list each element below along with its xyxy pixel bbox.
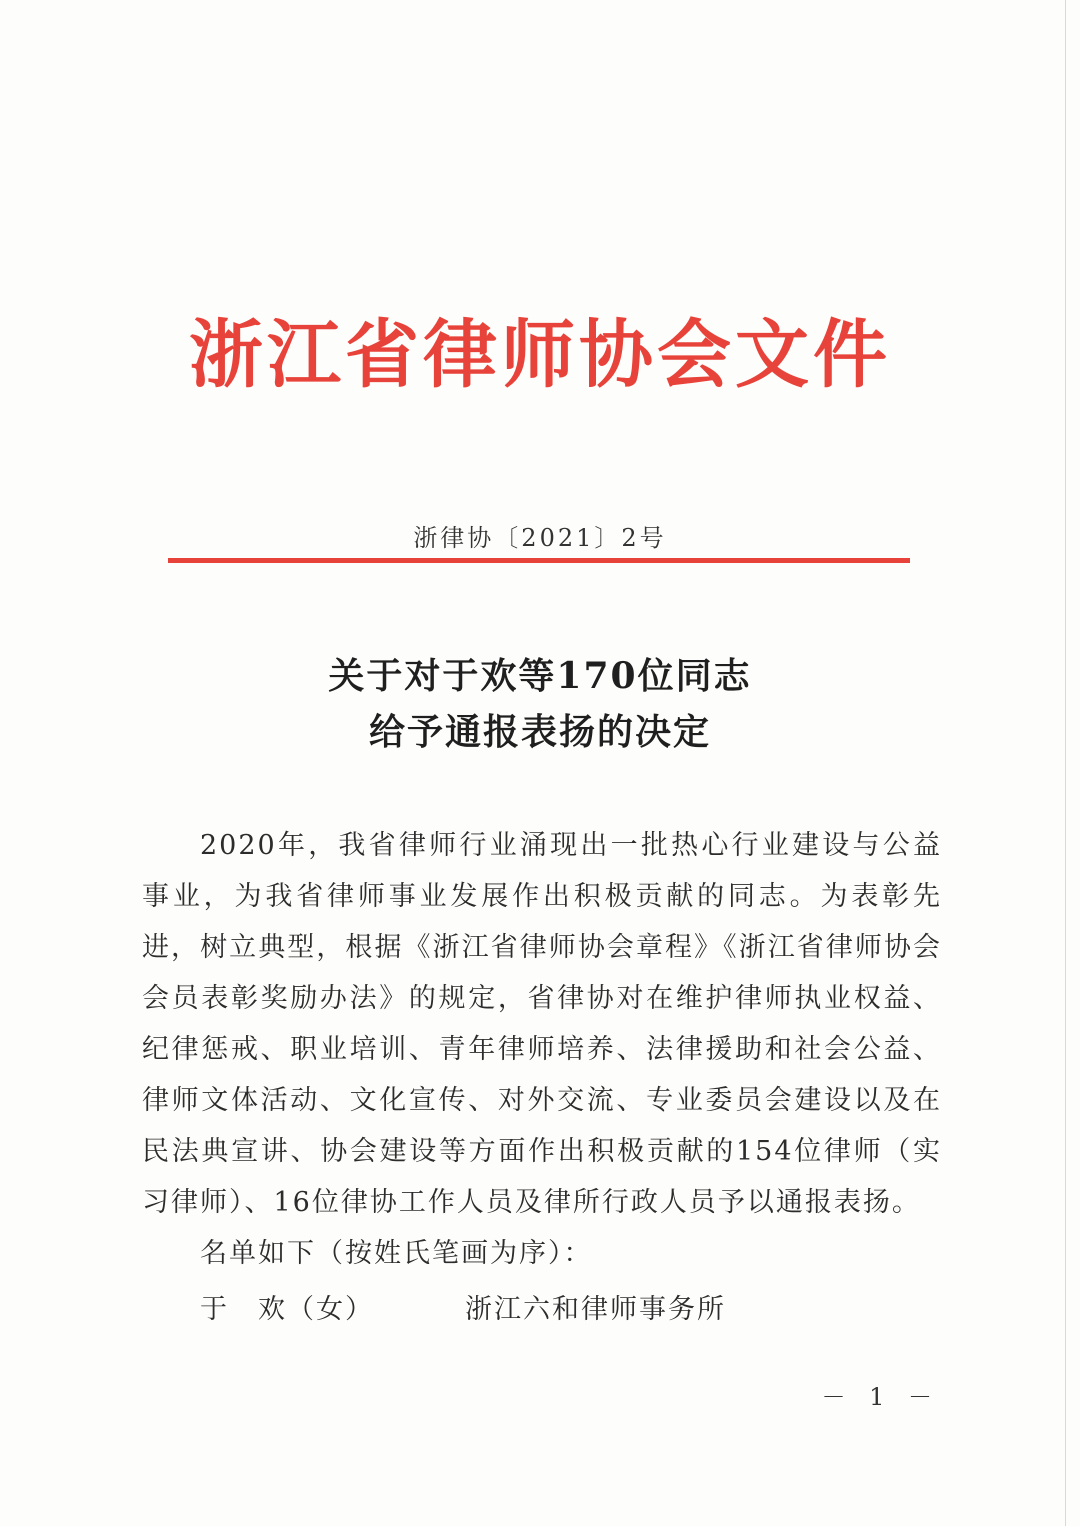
page-number: － 1 － <box>821 1383 940 1411</box>
list-intro: 名单如下（按姓氏笔画为序）： <box>200 1238 593 1269</box>
body-text <box>142 820 942 1279</box>
body-paragraph: 2020年，我省律师行业涌现出一批热心行业建设与公益事业，为我省律师事业发展作出积极贡献的同志。为表彰先进，树立典型，根据《浙江省律师协会章程》《浙江省律师协会会员表彰奖励办法》的规定，省律协对在维护律师执业权益、纪律惩戒、职业培训、青年律师培养、法律援助和社会公益、律师文体活动、文化宣传、对外交流、专业委员会建设以及在民法典宣讲、协会建设等方面作出积极贡献的154位律师（实习律师）、16位律协工作人员及律所行政人员予以通报表扬。 <box>142 830 942 1218</box>
honoree-name: 于 欢（女） <box>200 1294 374 1325</box>
document-title <box>0 648 1080 760</box>
title-line-2: 给予通报表扬的决定 <box>368 711 711 753</box>
honoree-firm: 浙江六和律师事务所 <box>465 1294 726 1325</box>
document-number: 浙律协〔2021〕2号 <box>413 524 667 552</box>
org-header-title: 浙江省律师协会文件 <box>189 312 891 398</box>
page-edge-line <box>1065 0 1066 1526</box>
title-line-1: 关于对于欢等170位同志 <box>328 655 752 697</box>
red-divider-line <box>168 558 910 563</box>
honoree-entry <box>200 1290 900 1330</box>
